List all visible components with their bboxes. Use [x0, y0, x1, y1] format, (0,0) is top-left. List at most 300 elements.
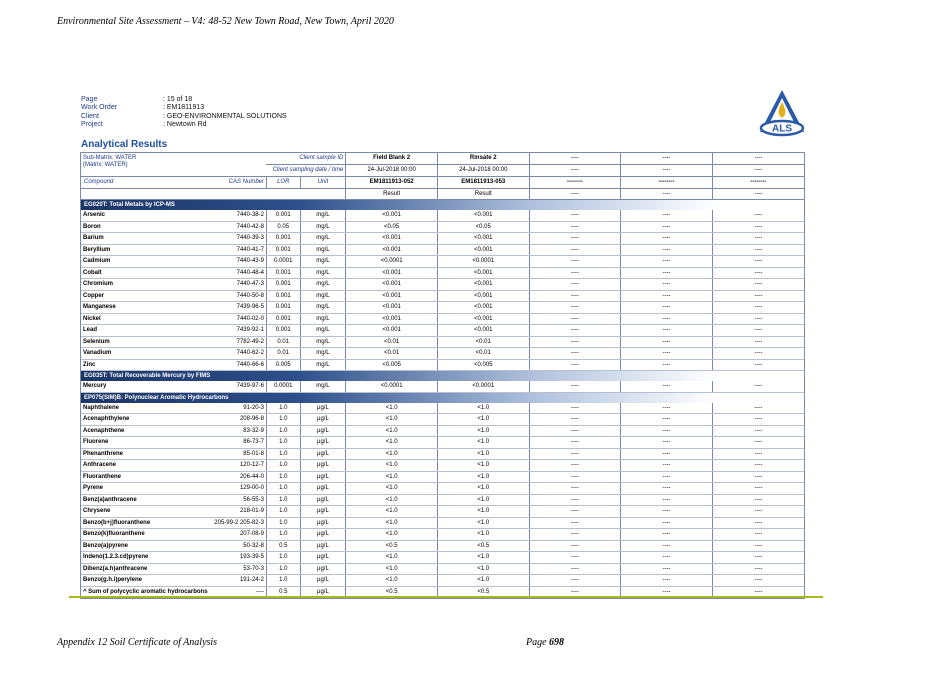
table-row — [81, 233, 804, 245]
table-row — [81, 381, 804, 392]
compound-name: Indeno(1.2.3.cd)pyrene — [81, 552, 175, 564]
field-blank-result: <1.0 — [346, 448, 438, 460]
unit-value: µg/L — [300, 552, 346, 564]
rinsate-result: <1.0 — [437, 552, 529, 564]
compound-name: Mercury — [81, 381, 175, 392]
compound-name: Vanadium — [81, 348, 175, 360]
field-blank-result: <1.0 — [346, 506, 438, 518]
unit-value: µg/L — [300, 425, 346, 437]
compound-name: Acenaphthene — [81, 425, 175, 437]
meta-key: Client — [81, 112, 99, 120]
field-blank-result: <0.0001 — [346, 381, 438, 392]
empty-result: ---- — [529, 517, 621, 529]
section-title: Analytical Results — [81, 139, 168, 150]
rinsate-result: <1.0 — [437, 529, 529, 541]
unit-value: mg/L — [300, 221, 346, 233]
cas-number: 208-96-8 — [175, 414, 267, 426]
unit-value: µg/L — [300, 586, 346, 598]
empty-result: ---- — [529, 506, 621, 518]
field-blank-result: <0.001 — [346, 313, 438, 325]
empty-result: ---- — [712, 336, 804, 348]
unit-value: µg/L — [300, 529, 346, 541]
sample-id: ---- — [621, 153, 713, 164]
cas-number: 7440-43-9 — [175, 256, 267, 268]
empty-result: ---- — [621, 279, 713, 291]
lor-value: 0.5 — [266, 586, 300, 598]
lor-value: 0.001 — [266, 233, 300, 245]
empty-result: ---- — [712, 267, 804, 279]
compound-name: Acenaphthylene — [81, 414, 175, 426]
field-blank-result: <1.0 — [346, 494, 438, 506]
empty-result: ---- — [529, 403, 621, 414]
empty-result: ---- — [529, 563, 621, 575]
lab-sample-id: -------- — [712, 177, 804, 189]
svg-text:ALS: ALS — [772, 123, 792, 135]
rinsate-result: <1.0 — [437, 448, 529, 460]
rinsate-result: <0.001 — [437, 325, 529, 337]
sampling-date: 24-Jul-2018 00:00 — [437, 164, 529, 176]
rinsate-result: <1.0 — [437, 494, 529, 506]
unit-value: µg/L — [300, 575, 346, 587]
rinsate-result: <0.001 — [437, 302, 529, 314]
empty-result: ---- — [712, 586, 804, 598]
empty-result: ---- — [621, 336, 713, 348]
compound-name: Fluorene — [81, 437, 175, 449]
empty-result: ---- — [621, 256, 713, 268]
lor-value: 0.001 — [266, 279, 300, 291]
cas-number: 218-01-9 — [175, 506, 267, 518]
sampling-date: ---- — [529, 164, 621, 176]
compound-name: Barium — [81, 233, 175, 245]
compound-name: Fluoranthene — [81, 471, 175, 483]
empty-result: ---- — [712, 359, 804, 371]
empty-result: ---- — [712, 517, 804, 529]
empty-result: ---- — [621, 437, 713, 449]
empty-result: ---- — [621, 210, 713, 221]
compound-name: Chrysene — [81, 506, 175, 518]
cas-number: 193-39-5 — [175, 552, 267, 564]
sub-matrix-label: Sub-Matrix: WATER — [83, 155, 137, 161]
lor-value: 0.0001 — [266, 256, 300, 268]
empty-result: ---- — [529, 325, 621, 337]
cas-number: 7439-97-6 — [175, 381, 267, 392]
meta-key: Work Order — [81, 104, 118, 112]
empty-result: ---- — [621, 483, 713, 495]
compound-name: Cadmium — [81, 256, 175, 268]
table-row — [81, 540, 804, 552]
empty-result: ---- — [529, 302, 621, 314]
unit-value: mg/L — [300, 256, 346, 268]
empty-result: ---- — [712, 381, 804, 392]
meta-row-project — [81, 121, 287, 129]
unit-value: mg/L — [300, 290, 346, 302]
rinsate-result: <1.0 — [437, 460, 529, 472]
field-blank-result: <0.01 — [346, 336, 438, 348]
cas-number: 7439-92-1 — [175, 325, 267, 337]
empty-result: ---- — [621, 414, 713, 426]
cas-number: 7440-02-0 — [175, 313, 267, 325]
cas-number: 7440-39-3 — [175, 233, 267, 245]
empty-result: ---- — [712, 279, 804, 291]
cas-number: 7440-42-8 — [175, 221, 267, 233]
empty-result: ---- — [529, 437, 621, 449]
empty-result: ---- — [621, 359, 713, 371]
table-row — [81, 448, 804, 460]
unit-value: µg/L — [300, 483, 346, 495]
cas-number: 83-32-9 — [175, 425, 267, 437]
cas-number: 129-00-0 — [175, 483, 267, 495]
document-title: Environmental Site Assessment – V4: 48-52 New Town Road, New Town, April 2020 — [57, 16, 394, 27]
compound-name: Manganese — [81, 302, 175, 314]
rinsate-result: <0.5 — [437, 586, 529, 598]
cas-number: 7439-96-5 — [175, 302, 267, 314]
unit-value: mg/L — [300, 233, 346, 245]
field-blank-result: <1.0 — [346, 403, 438, 414]
empty-result: ---- — [529, 313, 621, 325]
rinsate-result: <1.0 — [437, 575, 529, 587]
compound-name: Zinc — [81, 359, 175, 371]
cas-column-header: CAS Number — [175, 177, 267, 189]
empty-result: ---- — [529, 586, 621, 598]
lor-value: 0.001 — [266, 313, 300, 325]
rinsate-result: <0.005 — [437, 359, 529, 371]
field-blank-result: <1.0 — [346, 437, 438, 449]
empty-result: ---- — [712, 437, 804, 449]
rinsate-result: <1.0 — [437, 483, 529, 495]
lor-value: 1.0 — [266, 529, 300, 541]
field-blank-result: <1.0 — [346, 517, 438, 529]
meta-key: Project — [81, 121, 103, 129]
field-blank-result: <0.001 — [346, 290, 438, 302]
field-blank-result: <0.001 — [346, 279, 438, 291]
empty-result: ---- — [621, 460, 713, 472]
unit-value: µg/L — [300, 563, 346, 575]
field-blank-result: <1.0 — [346, 460, 438, 472]
lor-value: 1.0 — [266, 506, 300, 518]
table-row — [81, 313, 804, 325]
cas-number: 7440-47-3 — [175, 279, 267, 291]
compound-name: Cobalt — [81, 267, 175, 279]
empty-result: ---- — [712, 506, 804, 518]
table-row — [81, 517, 804, 529]
unit-value: µg/L — [300, 414, 346, 426]
empty-result: ---- — [712, 540, 804, 552]
unit-value: mg/L — [300, 279, 346, 291]
compound-name: Benzo(b+j)fluoranthene — [81, 517, 175, 529]
empty-result: ---- — [621, 448, 713, 460]
table-row — [81, 460, 804, 472]
rinsate-result: <1.0 — [437, 425, 529, 437]
unit-value: mg/L — [300, 313, 346, 325]
lab-sample-id: EM1811913-052 — [346, 177, 438, 189]
lab-sample-id: -------- — [529, 177, 621, 189]
table-row — [81, 425, 804, 437]
unit-column-header: Unit — [300, 177, 346, 189]
lor-value: 0.001 — [266, 210, 300, 221]
empty-result: ---- — [621, 563, 713, 575]
lab-sample-id: EM1811913-053 — [437, 177, 529, 189]
unit-value: mg/L — [300, 244, 346, 256]
lor-value: 1.0 — [266, 471, 300, 483]
lor-value: 1.0 — [266, 448, 300, 460]
table-row — [81, 221, 804, 233]
table-row — [81, 210, 804, 221]
empty-result: ---- — [712, 483, 804, 495]
table-row — [81, 483, 804, 495]
rinsate-result: <1.0 — [437, 517, 529, 529]
table-row — [81, 359, 804, 371]
empty-result: ---- — [621, 302, 713, 314]
empty-result: ---- — [712, 494, 804, 506]
empty-result: ---- — [621, 221, 713, 233]
compound-name: Anthracene — [81, 460, 175, 472]
empty-result: ---- — [621, 529, 713, 541]
lor-value: 1.0 — [266, 437, 300, 449]
compound-column-header: Compound — [81, 177, 175, 189]
rinsate-result: <0.001 — [437, 313, 529, 325]
empty-result: ---- — [712, 221, 804, 233]
field-blank-result: <1.0 — [346, 575, 438, 587]
lor-value: 0.01 — [266, 336, 300, 348]
empty-result: ---- — [529, 256, 621, 268]
method-group-title: EP075(SIM)B: Polynuclear Aromatic Hydrocarbons — [81, 392, 804, 403]
empty-result: ---- — [712, 233, 804, 245]
rinsate-result: <1.0 — [437, 506, 529, 518]
lor-column-header: LOR — [266, 177, 300, 189]
cas-number: 56-55-3 — [175, 494, 267, 506]
lor-value: 1.0 — [266, 575, 300, 587]
meta-row-work-order — [81, 104, 287, 112]
rinsate-result: <1.0 — [437, 403, 529, 414]
empty-result: ---- — [529, 425, 621, 437]
cas-number: 120-12-7 — [175, 460, 267, 472]
meta-value: : 15 of 18 — [163, 96, 193, 103]
meta-value: : EM1811913 — [163, 104, 205, 112]
sampling-date: ---- — [712, 164, 804, 176]
rinsate-result: <0.001 — [437, 267, 529, 279]
lor-value: 1.0 — [266, 517, 300, 529]
lor-value: 1.0 — [266, 494, 300, 506]
lor-value: 1.0 — [266, 483, 300, 495]
unit-value: mg/L — [300, 210, 346, 221]
field-blank-result: <0.001 — [346, 267, 438, 279]
field-blank-result: <0.01 — [346, 348, 438, 360]
unit-value: mg/L — [300, 348, 346, 360]
lor-value: 0.001 — [266, 325, 300, 337]
client-sample-id-label: Client sample ID — [266, 153, 345, 164]
table-row — [81, 529, 804, 541]
field-blank-result: <1.0 — [346, 425, 438, 437]
unit-value: mg/L — [300, 359, 346, 371]
unit-value: mg/L — [300, 381, 346, 392]
lor-value: 0.5 — [266, 540, 300, 552]
report-metadata — [81, 96, 287, 130]
empty-result: ---- — [529, 336, 621, 348]
sampling-date: 24-Jul-2018 00:00 — [346, 164, 438, 176]
lor-value: 0.001 — [266, 267, 300, 279]
meta-value: : GEO-ENVIRONMENTAL SOLUTIONS — [163, 112, 287, 120]
lor-value: 0.01 — [266, 348, 300, 360]
empty-result: ---- — [621, 313, 713, 325]
table-row — [81, 290, 804, 302]
field-blank-result: <1.0 — [346, 483, 438, 495]
empty-result: ---- — [712, 302, 804, 314]
field-blank-result: <0.001 — [346, 233, 438, 245]
table-row — [81, 575, 804, 587]
empty-result: ---- — [529, 575, 621, 587]
cas-number: 7782-49-2 — [175, 336, 267, 348]
empty-result: ---- — [621, 381, 713, 392]
compound-name: ^ Sum of polycyclic aromatic hydrocarbons — [81, 586, 175, 598]
table-row — [81, 494, 804, 506]
rinsate-result: <1.0 — [437, 414, 529, 426]
lor-value: 1.0 — [266, 552, 300, 564]
empty-result: ---- — [712, 244, 804, 256]
cas-number: 7440-62-2 — [175, 348, 267, 360]
lor-value: 0.001 — [266, 290, 300, 302]
lor-value: 0.05 — [266, 221, 300, 233]
header-row-sample-id — [81, 153, 804, 164]
result-label: ---- — [529, 188, 621, 200]
rinsate-result: <0.01 — [437, 348, 529, 360]
cas-number: 191-24-2 — [175, 575, 267, 587]
empty-result: ---- — [712, 348, 804, 360]
cas-number: 7440-48-4 — [175, 267, 267, 279]
empty-result: ---- — [621, 517, 713, 529]
empty-result: ---- — [621, 267, 713, 279]
unit-value: µg/L — [300, 403, 346, 414]
result-label: ---- — [621, 188, 713, 200]
sampling-date-label: Client sampling date / time — [266, 164, 345, 176]
compound-name: Benzo(a)pyrene — [81, 540, 175, 552]
unit-value: mg/L — [300, 302, 346, 314]
meta-row-page — [81, 96, 287, 104]
table-row — [81, 267, 804, 279]
empty-result: ---- — [529, 221, 621, 233]
header-row-columns — [81, 177, 804, 189]
field-blank-result: <0.5 — [346, 540, 438, 552]
compound-name: Benz(a)anthracene — [81, 494, 175, 506]
rinsate-result: <1.0 — [437, 563, 529, 575]
als-logo-icon — [757, 88, 807, 138]
empty-result: ---- — [529, 267, 621, 279]
compound-name: Boron — [81, 221, 175, 233]
table-row — [81, 414, 804, 426]
cas-number: 205-99-2 205-82-3 — [175, 517, 267, 529]
empty-result: ---- — [529, 210, 621, 221]
table-row — [81, 279, 804, 291]
rinsate-result: <0.01 — [437, 336, 529, 348]
unit-value: mg/L — [300, 336, 346, 348]
sampling-date: ---- — [621, 164, 713, 176]
cas-number: 86-73-7 — [175, 437, 267, 449]
compound-name: Lead — [81, 325, 175, 337]
lor-value: 1.0 — [266, 414, 300, 426]
empty-result: ---- — [621, 244, 713, 256]
table-row — [81, 348, 804, 360]
lor-value: 1.0 — [266, 425, 300, 437]
matrix-label: (Matrix: WATER) — [83, 162, 128, 168]
compound-name: Dibenz(a.h)anthracene — [81, 563, 175, 575]
field-blank-result: <1.0 — [346, 563, 438, 575]
empty-result: ---- — [529, 244, 621, 256]
empty-result: ---- — [529, 381, 621, 392]
empty-result: ---- — [529, 359, 621, 371]
method-group-header — [81, 392, 804, 403]
empty-result: ---- — [712, 563, 804, 575]
compound-name: Benzo(g.h.i)perylene — [81, 575, 175, 587]
empty-result: ---- — [621, 348, 713, 360]
unit-value: µg/L — [300, 506, 346, 518]
empty-result: ---- — [529, 279, 621, 291]
field-blank-result: <0.001 — [346, 302, 438, 314]
table-row — [81, 244, 804, 256]
empty-result: ---- — [529, 483, 621, 495]
unit-value: µg/L — [300, 437, 346, 449]
bottom-rule — [69, 596, 823, 598]
sample-id: ---- — [712, 153, 804, 164]
empty-result: ---- — [712, 325, 804, 337]
meta-value: : Newtown Rd — [163, 121, 207, 129]
empty-result: ---- — [529, 471, 621, 483]
rinsate-result: <0.001 — [437, 210, 529, 221]
empty-result: ---- — [712, 425, 804, 437]
field-blank-result: <0.001 — [346, 244, 438, 256]
empty-result: ---- — [712, 210, 804, 221]
rinsate-result: <1.0 — [437, 471, 529, 483]
empty-result: ---- — [712, 471, 804, 483]
cas-number: 207-08-9 — [175, 529, 267, 541]
lor-value: 1.0 — [266, 563, 300, 575]
lor-value: 1.0 — [266, 460, 300, 472]
cas-number: 50-32-8 — [175, 540, 267, 552]
result-label: Result — [346, 188, 438, 200]
lor-value: 0.001 — [266, 302, 300, 314]
empty-result: ---- — [712, 448, 804, 460]
field-blank-result: <1.0 — [346, 471, 438, 483]
rinsate-result: <0.001 — [437, 279, 529, 291]
empty-result: ---- — [529, 529, 621, 541]
compound-name: Nickel — [81, 313, 175, 325]
lor-value: 0.001 — [266, 244, 300, 256]
method-group-header — [81, 371, 804, 382]
unit-value: µg/L — [300, 471, 346, 483]
lor-value: 1.0 — [266, 403, 300, 414]
cas-number: ---- — [175, 586, 267, 598]
footer-appendix-label: Appendix 12 Soil Certificate of Analysis — [57, 637, 218, 648]
empty-result: ---- — [712, 290, 804, 302]
meta-key: Page — [81, 96, 98, 103]
empty-result: ---- — [621, 540, 713, 552]
lor-value: 0.005 — [266, 359, 300, 371]
table-row — [81, 563, 804, 575]
empty-result: ---- — [621, 586, 713, 598]
unit-value: mg/L — [300, 325, 346, 337]
empty-result: ---- — [529, 460, 621, 472]
field-blank-result: <0.001 — [346, 210, 438, 221]
table-row — [81, 437, 804, 449]
rinsate-result: <0.05 — [437, 221, 529, 233]
empty-result: ---- — [621, 233, 713, 245]
table-row — [81, 506, 804, 518]
rinsate-result: <0.0001 — [437, 381, 529, 392]
footer-page-number: Page 698 — [526, 637, 565, 648]
cas-number: 7440-50-8 — [175, 290, 267, 302]
empty-result: ---- — [712, 313, 804, 325]
sample-id: ---- — [529, 153, 621, 164]
rinsate-result: <0.5 — [437, 540, 529, 552]
rinsate-result: <1.0 — [437, 437, 529, 449]
